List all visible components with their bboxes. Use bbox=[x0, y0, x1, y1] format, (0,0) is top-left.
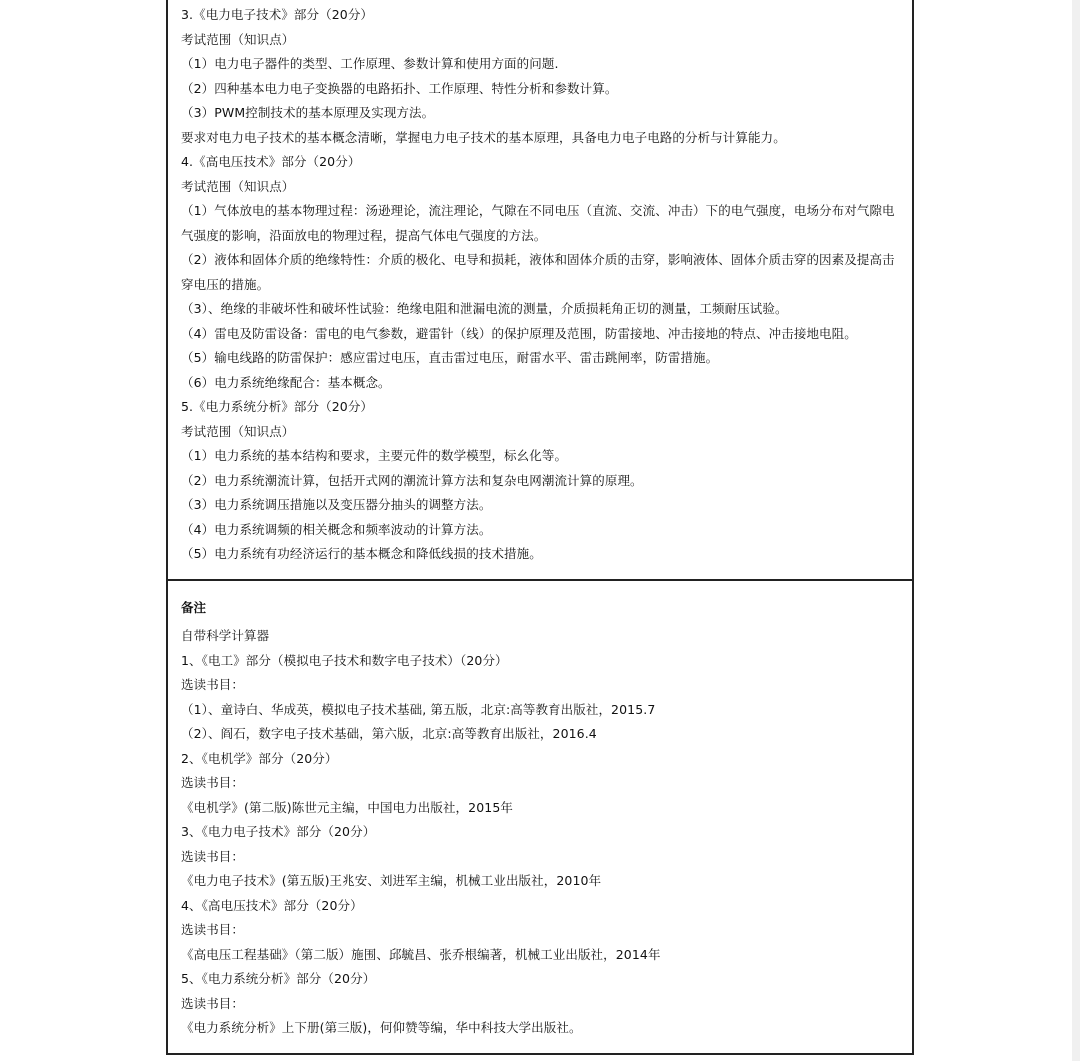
scope-label: 考试范围（知识点） bbox=[181, 178, 295, 194]
reading-label: 选读书目： bbox=[181, 677, 245, 692]
book-entry: （1）、童诗白、华成英，模拟电子技术基础, 第五版，北京:高等教育出版社，2015.7 bbox=[181, 701, 656, 717]
document-table-frame bbox=[166, 0, 914, 1055]
syllabus-section bbox=[181, 3, 901, 567]
book-entry: 《高电压工程基础》（第二版）施围、邱毓昌、张乔根编著，机械工业出版社，2014年 bbox=[181, 946, 661, 962]
topic-item: （1）气体放电的基本物理过程：汤逊理论，流注理论，气隙在不同电压（直流、交流、冲击）下的电气强度，电场分布对气隙电气强度的影响，沿面放电的物理过程，提高气体电气强度的方法。 bbox=[181, 203, 895, 243]
section-heading: 3.《电力电子技术》部分（20分） bbox=[181, 7, 374, 22]
reading-label: 选读书目： bbox=[181, 775, 245, 790]
topic-item: （4）雷电及防雷设备：雷电的电气参数，避雷针（线）的保护原理及范围，防雷接地、冲击接地的特点、冲击接地电阻。 bbox=[181, 325, 857, 341]
book-entry: 《电力电子技术》(第五版)王兆安、刘进军主编，机械工业出版社，2010年 bbox=[181, 873, 602, 888]
reading-label: 选读书目： bbox=[181, 848, 245, 864]
note-line: 自带科学计算器 bbox=[181, 628, 270, 643]
topic-item: （1）电力系统的基本结构和要求，主要元件的数学模型，标幺化等。 bbox=[181, 448, 568, 463]
topic-item: （5）输电线路的防雷保护：感应雷过电压，直击雷过电压，耐雷水平、雷击跳闸率，防雷措施。 bbox=[181, 350, 719, 365]
topic-item: （3）、绝缘的非破坏性和破坏性试验：绝缘电阻和泄漏电流的测量，介质损耗角正切的测量，工频耐压试验。 bbox=[181, 301, 788, 316]
note-heading: 1、《电工》部分（模拟电子技术和数字电子技术）（20分） bbox=[181, 652, 508, 668]
reading-label: 选读书目： bbox=[181, 995, 245, 1011]
scope-label: 考试范围（知识点） bbox=[181, 423, 295, 439]
topic-item: （1）电力电子器件的类型、工作原理、参数计算和使用方面的问题. bbox=[181, 56, 559, 71]
note-heading: 2、《电机学》部分（20分） bbox=[181, 750, 338, 766]
section-heading: 5.《电力系统分析》部分（20分） bbox=[181, 399, 374, 414]
topic-item: （6）电力系统绝缘配合：基本概念。 bbox=[181, 374, 391, 390]
reading-label: 选读书目： bbox=[181, 922, 245, 937]
note-heading: 5、《电力系统分析》部分（20分） bbox=[181, 971, 376, 986]
topic-item: （5）电力系统有功经济运行的基本概念和降低线损的技术措施。 bbox=[181, 546, 542, 561]
topic-item: （2）电力系统潮流计算，包括开式网的潮流计算方法和复杂电网潮流计算的原理。 bbox=[181, 472, 643, 488]
book-entry: 《电力系统分析》上下册(第三版)，何仰赞等编，华中科技大学出版社。 bbox=[181, 1020, 582, 1035]
topic-item: （3）电力系统调压措施以及变压器分抽头的调整方法。 bbox=[181, 497, 492, 512]
topic-item: （2）液体和固体介质的绝缘特性：介质的极化、电导和损耗，液体和固体介质的击穿，影响液体、固体介质击穿的因素及提高击穿电压的措施。 bbox=[181, 252, 895, 292]
notes-title: 备注 bbox=[181, 600, 207, 615]
notes-section bbox=[181, 596, 901, 1041]
topic-item: （3）PWM控制技术的基本原理及实现方法。 bbox=[181, 105, 435, 120]
section-heading: 4.《高电压技术》部分（20分） bbox=[181, 154, 361, 169]
scope-label: 考试范围（知识点） bbox=[181, 31, 295, 47]
requirement-text: 要求对电力电子技术的基本概念清晰，掌握电力电子技术的基本原理，具备电力电子电路的分析与计算能力。 bbox=[181, 129, 786, 145]
topic-item: （2）四种基本电力电子变换器的电路拓扑、工作原理、特性分析和参数计算。 bbox=[181, 80, 618, 96]
right-margin-shade bbox=[1072, 0, 1080, 1061]
section-divider bbox=[168, 579, 912, 581]
note-heading: 4、《高电压技术》部分（20分） bbox=[181, 897, 363, 913]
book-entry: （2）、阎石，数字电子技术基础，第六版，北京:高等教育出版社，2016.4 bbox=[181, 726, 597, 741]
note-heading: 3、《电力电子技术》部分（20分） bbox=[181, 824, 376, 839]
topic-item: （4）电力系统调频的相关概念和频率波动的计算方法。 bbox=[181, 521, 492, 537]
book-entry: 《电机学》(第二版)陈世元主编，中国电力出版社，2015年 bbox=[181, 799, 513, 815]
